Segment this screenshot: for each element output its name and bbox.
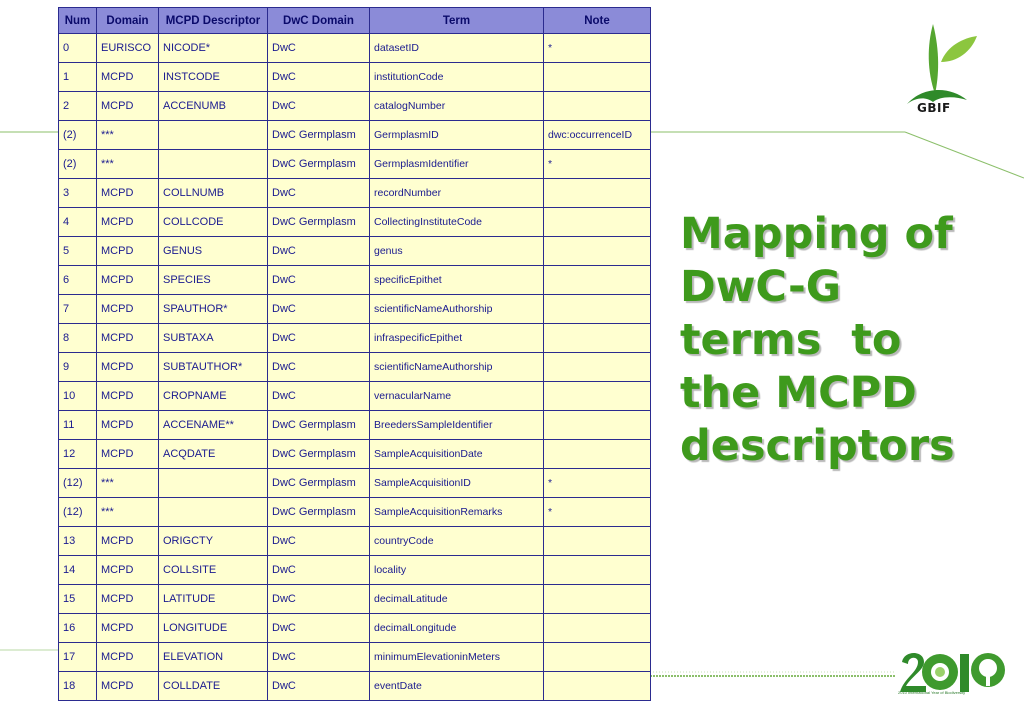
cell-dwc-domain: DwC Germplasm — [268, 440, 370, 469]
table-row — [59, 382, 651, 411]
cell-domain: MCPD — [97, 527, 159, 556]
cell-domain: MCPD — [97, 324, 159, 353]
cell-term: institutionCode — [370, 63, 544, 92]
cell-term: SampleAcquisitionRemarks — [370, 498, 544, 527]
cell-num: 16 — [59, 614, 97, 643]
cell-num: (2) — [59, 150, 97, 179]
cell-num: 0 — [59, 34, 97, 63]
table-body — [59, 34, 651, 701]
cell-num: 15 — [59, 585, 97, 614]
cell-term: genus — [370, 237, 544, 266]
cell-term: GermplasmID — [370, 121, 544, 150]
title-line: the MCPD — [680, 368, 917, 418]
cell-dwc-domain: DwC — [268, 63, 370, 92]
table-row — [59, 469, 651, 498]
cell-dwc-domain: DwC — [268, 672, 370, 701]
cell-mcpd-descriptor: COLLCODE — [159, 208, 268, 237]
table-row — [59, 353, 651, 382]
cell-num: 4 — [59, 208, 97, 237]
cell-num: 6 — [59, 266, 97, 295]
cell-term: specificEpithet — [370, 266, 544, 295]
cell-mcpd-descriptor: COLLDATE — [159, 672, 268, 701]
cell-dwc-domain: DwC Germplasm — [268, 121, 370, 150]
table-row — [59, 266, 651, 295]
cell-mcpd-descriptor — [159, 121, 268, 150]
cell-mcpd-descriptor: NICODE* — [159, 34, 268, 63]
cell-domain: MCPD — [97, 585, 159, 614]
cell-note: dwc:occurrenceID — [544, 121, 651, 150]
table-row — [59, 440, 651, 469]
cell-note — [544, 382, 651, 411]
cell-mcpd-descriptor: GENUS — [159, 237, 268, 266]
table-row — [59, 527, 651, 556]
cell-mcpd-descriptor: LATITUDE — [159, 585, 268, 614]
cell-domain: *** — [97, 150, 159, 179]
table-row — [59, 63, 651, 92]
mapping-table-container — [58, 7, 650, 701]
cell-dwc-domain: DwC — [268, 527, 370, 556]
cell-term: BreedersSampleIdentifier — [370, 411, 544, 440]
cell-num: 3 — [59, 179, 97, 208]
table-row — [59, 34, 651, 63]
cell-mcpd-descriptor: ACCENAME** — [159, 411, 268, 440]
cell-domain: MCPD — [97, 672, 159, 701]
table-row — [59, 614, 651, 643]
table-row — [59, 179, 651, 208]
year-2010-logo-icon — [896, 648, 1008, 704]
cell-dwc-domain: DwC — [268, 556, 370, 585]
header-num: Num — [59, 8, 97, 34]
gbif-logo-text: GBIF — [917, 101, 951, 115]
table-row — [59, 208, 651, 237]
cell-term: decimalLongitude — [370, 614, 544, 643]
slide-title — [680, 208, 1010, 473]
cell-domain: *** — [97, 469, 159, 498]
header-dwc-domain: DwC Domain — [268, 8, 370, 34]
cell-domain: MCPD — [97, 295, 159, 324]
cell-note — [544, 353, 651, 382]
cell-domain: *** — [97, 121, 159, 150]
cell-note: * — [544, 498, 651, 527]
cell-note — [544, 208, 651, 237]
cell-term: infraspecificEpithet — [370, 324, 544, 353]
cell-domain: MCPD — [97, 382, 159, 411]
table-row — [59, 92, 651, 121]
table-row — [59, 585, 651, 614]
cell-note — [544, 179, 651, 208]
cell-dwc-domain: DwC Germplasm — [268, 469, 370, 498]
cell-num: 13 — [59, 527, 97, 556]
cell-domain: MCPD — [97, 63, 159, 92]
title-line: descriptors — [680, 421, 955, 471]
table-row — [59, 498, 651, 527]
cell-num: 18 — [59, 672, 97, 701]
cell-note — [544, 411, 651, 440]
cell-note — [544, 266, 651, 295]
cell-term: GermplasmIdentifier — [370, 150, 544, 179]
cell-mcpd-descriptor: INSTCODE — [159, 63, 268, 92]
cell-dwc-domain: DwC Germplasm — [268, 498, 370, 527]
cell-note — [544, 556, 651, 585]
header-term: Term — [370, 8, 544, 34]
cell-mcpd-descriptor: COLLSITE — [159, 556, 268, 585]
cell-note — [544, 527, 651, 556]
table-row — [59, 237, 651, 266]
cell-note — [544, 643, 651, 672]
cell-dwc-domain: DwC — [268, 34, 370, 63]
cell-domain: MCPD — [97, 237, 159, 266]
cell-mcpd-descriptor: ACCENUMB — [159, 92, 268, 121]
cell-domain: MCPD — [97, 614, 159, 643]
cell-num: (12) — [59, 498, 97, 527]
cell-note — [544, 585, 651, 614]
year-2010-caption: 2010 International Year of Biodiversity — [898, 690, 966, 695]
cell-dwc-domain: DwC — [268, 295, 370, 324]
cell-dwc-domain: DwC — [268, 237, 370, 266]
cell-term: datasetID — [370, 34, 544, 63]
cell-num: 9 — [59, 353, 97, 382]
cell-mcpd-descriptor: ORIGCTY — [159, 527, 268, 556]
cell-note — [544, 614, 651, 643]
cell-mcpd-descriptor: SUBTAXA — [159, 324, 268, 353]
cell-num: 8 — [59, 324, 97, 353]
header-mcpd-descriptor: MCPD Descriptor — [159, 8, 268, 34]
cell-num: 1 — [59, 63, 97, 92]
cell-mcpd-descriptor: COLLNUMB — [159, 179, 268, 208]
table-row — [59, 324, 651, 353]
cell-dwc-domain: DwC Germplasm — [268, 208, 370, 237]
title-line: DwC-G — [680, 262, 842, 312]
cell-dwc-domain: DwC — [268, 585, 370, 614]
table-row — [59, 295, 651, 324]
cell-term: minimumElevationinMeters — [370, 643, 544, 672]
cell-note — [544, 440, 651, 469]
cell-num: 12 — [59, 440, 97, 469]
title-line: Mapping of — [680, 209, 953, 259]
table-row — [59, 672, 651, 701]
cell-mcpd-descriptor — [159, 498, 268, 527]
cell-num: 5 — [59, 237, 97, 266]
cell-note: * — [544, 34, 651, 63]
cell-num: 14 — [59, 556, 97, 585]
cell-mcpd-descriptor: SUBTAUTHOR* — [159, 353, 268, 382]
cell-note: * — [544, 150, 651, 179]
cell-note: * — [544, 469, 651, 498]
cell-dwc-domain: DwC Germplasm — [268, 411, 370, 440]
cell-num: 11 — [59, 411, 97, 440]
cell-note — [544, 92, 651, 121]
cell-domain: EURISCO — [97, 34, 159, 63]
cell-domain: MCPD — [97, 353, 159, 382]
cell-dwc-domain: DwC — [268, 92, 370, 121]
cell-mcpd-descriptor: ACQDATE — [159, 440, 268, 469]
cell-term: countryCode — [370, 527, 544, 556]
cell-note — [544, 237, 651, 266]
table-row — [59, 150, 651, 179]
cell-num: (2) — [59, 121, 97, 150]
cell-term: CollectingInstituteCode — [370, 208, 544, 237]
cell-domain: *** — [97, 498, 159, 527]
cell-dwc-domain: DwC — [268, 382, 370, 411]
cell-mcpd-descriptor: SPECIES — [159, 266, 268, 295]
cell-term: SampleAcquisitionID — [370, 469, 544, 498]
cell-term: vernacularName — [370, 382, 544, 411]
cell-term: scientificNameAuthorship — [370, 353, 544, 382]
cell-dwc-domain: DwC — [268, 353, 370, 382]
cell-num: (12) — [59, 469, 97, 498]
cell-mcpd-descriptor: LONGITUDE — [159, 614, 268, 643]
cell-mcpd-descriptor: SPAUTHOR* — [159, 295, 268, 324]
header-domain: Domain — [97, 8, 159, 34]
mapping-table — [58, 7, 651, 701]
cell-term: SampleAcquisitionDate — [370, 440, 544, 469]
cell-term: locality — [370, 556, 544, 585]
cell-mcpd-descriptor: CROPNAME — [159, 382, 268, 411]
cell-term: recordNumber — [370, 179, 544, 208]
cell-note — [544, 295, 651, 324]
cell-mcpd-descriptor — [159, 469, 268, 498]
cell-term: scientificNameAuthorship — [370, 295, 544, 324]
cell-note — [544, 324, 651, 353]
cell-dwc-domain: DwC — [268, 614, 370, 643]
cell-num: 2 — [59, 92, 97, 121]
title-line: terms to — [680, 315, 902, 365]
cell-domain: MCPD — [97, 643, 159, 672]
cell-dwc-domain: DwC — [268, 179, 370, 208]
cell-num: 17 — [59, 643, 97, 672]
cell-mcpd-descriptor — [159, 150, 268, 179]
table-row — [59, 556, 651, 585]
table-row — [59, 121, 651, 150]
cell-domain: MCPD — [97, 411, 159, 440]
cell-term: catalogNumber — [370, 92, 544, 121]
cell-num: 10 — [59, 382, 97, 411]
cell-term: decimalLatitude — [370, 585, 544, 614]
cell-domain: MCPD — [97, 556, 159, 585]
cell-domain: MCPD — [97, 92, 159, 121]
cell-note — [544, 63, 651, 92]
cell-mcpd-descriptor: ELEVATION — [159, 643, 268, 672]
cell-term: eventDate — [370, 672, 544, 701]
cell-dwc-domain: DwC — [268, 324, 370, 353]
table-row — [59, 643, 651, 672]
cell-domain: MCPD — [97, 208, 159, 237]
table-row — [59, 411, 651, 440]
cell-dwc-domain: DwC Germplasm — [268, 150, 370, 179]
cell-dwc-domain: DwC — [268, 643, 370, 672]
table-header-row — [59, 8, 651, 34]
cell-domain: MCPD — [97, 179, 159, 208]
header-note: Note — [544, 8, 651, 34]
cell-domain: MCPD — [97, 266, 159, 295]
cell-note — [544, 672, 651, 701]
cell-num: 7 — [59, 295, 97, 324]
cell-domain: MCPD — [97, 440, 159, 469]
cell-dwc-domain: DwC — [268, 266, 370, 295]
